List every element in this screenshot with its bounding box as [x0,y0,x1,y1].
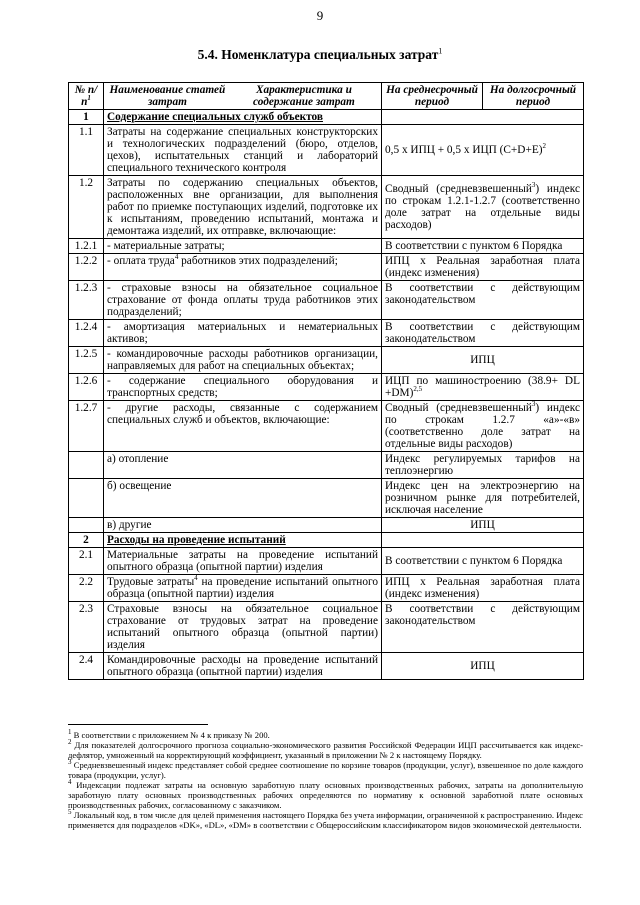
row-value: ИПЦ х Реальная заработная плата (индекс изменения) [382,575,584,602]
row-value: В соответствии с действующим законодательством [382,602,584,653]
row-number: 2 [69,533,104,548]
row-number: 1.2 [69,176,104,239]
table-row [69,575,584,602]
nomenclature-table [68,82,584,680]
row-value: ИПЦ [382,653,584,680]
page-title: 5.4. Номенклатура специальных затрат$^1$ [197,46,443,62]
row-value: ИПЦ х Реальная заработная плата (индекс изменения) [382,254,584,281]
row-number: 1.2.7 [69,401,104,452]
table-row [69,320,584,347]
table-row [69,374,584,401]
row-number: 1.2.4 [69,320,104,347]
row-value: ИПЦ [382,347,584,374]
header-num: № $п/п^1$ [69,83,104,110]
section-row [69,533,584,548]
table-row [69,518,584,533]
row-name: - оплата труда$^4$ работников этих подразделений; [104,254,382,281]
table-row [69,176,584,239]
table-row [69,479,584,518]
row-name: Трудовые затраты$^4$ на проведение испытаний опытного образца (опытной партии) изделия [104,575,382,602]
row-value: 0,5 х ИПЦ + 0,5 х ИЦП $(С+D+E)^2$ [382,125,584,176]
table-row [69,452,584,479]
row-value: ИПЦ [382,518,584,533]
row-number [69,452,104,479]
row-value: Индекс регулируемых тарифов на теплоэнергию [382,452,584,479]
row-number: 1.2.3 [69,281,104,320]
row-name: Содержание специальных служб объектов [104,110,382,125]
row-name: - страховые взносы на обязательное социальное страхование от фонда оплаты труда работников этих подразделений; [104,281,382,320]
row-number [69,518,104,533]
row-name: Командировочные расходы на проведение испытаний опытного образца (опытной партии) изделия [104,653,382,680]
table-row [69,653,584,680]
table-row [69,548,584,575]
row-number: 2.2 [69,575,104,602]
header-long-term: На долгосрочный период [483,83,584,110]
row-value: ИЦП по машиностроению (38.9+ DL +DM)$^{2,5}$ [382,374,584,401]
row-number: 1.2.6 [69,374,104,401]
row-name: - командировочные расходы работников организации, направляемых для работ на специальных объектах; [104,347,382,374]
row-value: В соответствии с пунктом 6 Порядка [382,548,584,575]
row-name: - амортизация материальных и нематериальных активов; [104,320,382,347]
row-number: 1.1 [69,125,104,176]
header-name-desc: Наименование статей затрат Характеристика и содержание затрат [104,83,382,110]
row-value: Сводный (средневзвешенный$^3$) индекс по строкам 1.2.7 «а»-«в» (соответственно доле затрат на отдельные виды расходов) [382,401,584,452]
footnotes [68,730,583,830]
section-row [69,110,584,125]
row-number: 2.1 [69,548,104,575]
row-value: Индекс цен на электроэнергию на розничном рынке для потребителей, исключая население [382,479,584,518]
footnote: $^2$ Для показателей долгосрочного прогноза социально-экономического развития Российской Федерации ИЦП рассчитывается как индекс-дефлятор, умноженный на корректирующий коэффициент, указанный в приложении № 2 к настоящему Порядку. [68,738,583,760]
footnote: $^4$ Индексации подлежат затраты на основную заработную плату основных производственных рабочих, затраты на дополнительную заработную плату основных производственных рабочих определяются по нормативу к основной заработной плате основных производственных рабочих, согласованному с заказчиком. [68,778,583,810]
row-value: Сводный (средневзвешенный$^3$) индекс по строкам 1.2.1-1.2.7 (соответственно доле затрат на отдельные виды расходов) [382,176,584,239]
table-row [69,602,584,653]
header-mid-term: На среднесрочный период [382,83,483,110]
row-number: 2.4 [69,653,104,680]
row-number: 1.2.5 [69,347,104,374]
footnote: $^5$ Локальный код, в том числе для целей применения настоящего Порядка без учета информации, ограниченной к распространению. Индекс применяется для подразделов «DK», «DL», «DM» в соответствии с Общероссийским классификатором видов экономической деятельности. [68,808,583,830]
row-name: Затраты на содержание специальных конструкторских и технологических подразделений (бюро, отделов, цехов), испытательных станций и лабораторий специального технического контроля [104,125,382,176]
row-name: - содержание специального оборудования и транспортных средств; [104,374,382,401]
row-value: В соответствии с действующим законодательством [382,281,584,320]
row-value: В соответствии с действующим законодательством [382,320,584,347]
page-number: 9 [316,8,324,23]
row-value: В соответствии с пунктом 6 Порядка [382,239,584,254]
row-value [382,110,584,125]
row-number: 1.2.1 [69,239,104,254]
footnote: $^3$ Средневзвешенный индекс представляет собой среднее соотношение по корзине товаров (продукции, услуг), взвешенное по доле каждого товара (продукции, услуг). [68,758,583,780]
row-name: Материальные затраты на проведение испытаний опытного образца (опытной партии) изделия [104,548,382,575]
row-name: б) освещение [104,479,382,518]
row-name: Затраты по содержанию специальных объектов, расположенных вне организации, для выполнения работ по приемке поступающих изделий, подготовке их к испытаниям, проведению испытаний, монтажа и демонтажа изделий, их отправке, включающие: [104,176,382,239]
row-number: 2.3 [69,602,104,653]
row-number: 1 [69,110,104,125]
row-name: - материальные затраты; [104,239,382,254]
row-name: Страховые взносы на обязательное социальное страхование от трудовых затрат на проведение испытаний опытного образца (опытной партии) изделия [104,602,382,653]
table-row [69,125,584,176]
table-header [69,83,584,110]
row-number [69,479,104,518]
table-row [69,254,584,281]
row-name: в) другие [104,518,382,533]
footnote: $^1$ В соответствии с приложением № 4 к приказу № 200. [68,728,270,740]
row-value [382,533,584,548]
table-row [69,239,584,254]
table-row [69,401,584,452]
row-number: 1.2.2 [69,254,104,281]
footnote-separator [68,724,208,725]
row-name: - другие расходы, связанные с содержанием специальных служб и объектов, включающие: [104,401,382,452]
row-name: а) отопление [104,452,382,479]
row-name: Расходы на проведение испытаний [104,533,382,548]
table-row [69,281,584,320]
table-row [69,347,584,374]
